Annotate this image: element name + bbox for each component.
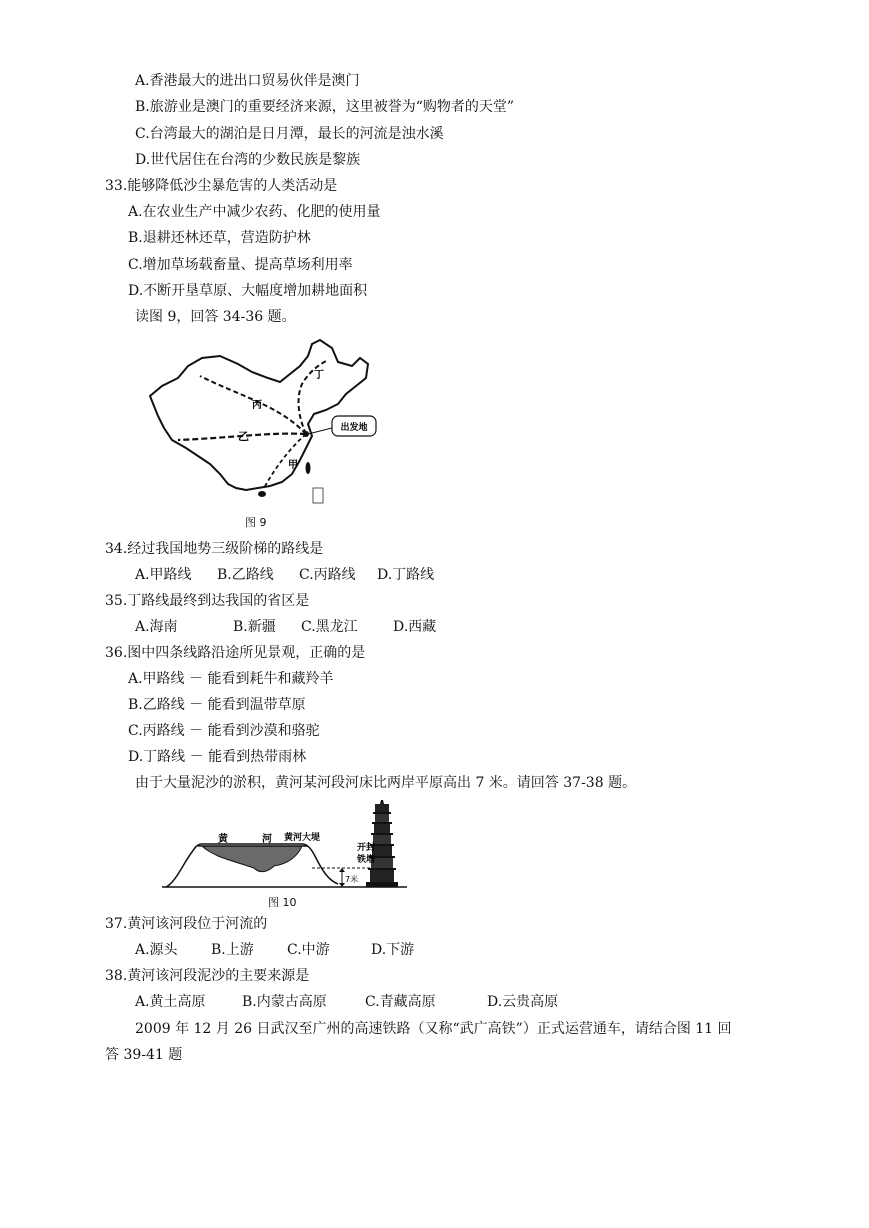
route-label-ding: 丁 xyxy=(314,370,324,381)
q34-option-c: C.丙路线 xyxy=(299,567,356,583)
q34-stem: 34.经过我国地势三级阶梯的路线是 xyxy=(105,541,324,557)
q38-option-c: C.青藏高原 xyxy=(365,994,436,1010)
intro-37-38: 由于大量泥沙的淤积，黄河某河段河床比两岸平原高出 7 米。请回答 37-38 题。 xyxy=(135,775,637,791)
intro-34-36: 读图 9，回答 34-36 题。 xyxy=(135,309,296,325)
q35-stem: 35.丁路线最终到达我国的省区是 xyxy=(105,593,310,609)
q38-option-d: D.云贵高原 xyxy=(487,994,559,1010)
q37-options xyxy=(135,941,414,959)
q37-option-c: C.中游 xyxy=(287,942,330,958)
label-dike: 黄河大堤 xyxy=(284,833,321,843)
figure-9-map xyxy=(140,336,380,511)
intro-39-41-line1: 2009 年 12 月 26 日武汉至广州的高速铁路（又称“武广高铁”）正式运营通车，请结合图 11 回 xyxy=(135,1021,732,1037)
figure-9-caption: 图 9 xyxy=(245,516,267,529)
hainan-island xyxy=(258,491,266,497)
route-label-jia: 甲 xyxy=(288,460,298,471)
q33-option-c: C.增加草场载畜量、提高草场利用率 xyxy=(128,257,353,273)
start-label: 出发地 xyxy=(340,423,368,433)
river-water xyxy=(202,846,302,872)
figure-10-cross-section xyxy=(162,800,407,892)
figure-10-caption: 图 10 xyxy=(268,896,297,909)
route-label-bing: 丙 xyxy=(252,400,262,411)
q36-option-a: A.甲路线 － 能看到耗牛和藏羚羊 xyxy=(128,671,334,687)
q32-option-b: B.旅游业是澳门的重要经济来源，这里被誉为“购物者的天堂” xyxy=(135,99,515,115)
q32-option-a: A.香港最大的进出口贸易伙伴是澳门 xyxy=(135,73,360,89)
intro-39-41-line2: 答 39-41 题 xyxy=(105,1047,183,1063)
q35-option-d: D.西藏 xyxy=(393,619,437,635)
q37-option-d: D.下游 xyxy=(371,942,415,958)
q35-option-a: A.海南 xyxy=(135,619,178,635)
q38-options xyxy=(135,993,558,1011)
label-tower: 铁塔 xyxy=(357,855,376,865)
q36-stem: 36.图中四条线路沿途所见景观，正确的是 xyxy=(105,645,366,661)
q37-option-b: B.上游 xyxy=(211,942,254,958)
q37-stem: 37.黄河该河段位于河流的 xyxy=(105,916,268,932)
q34-option-d: D.丁路线 xyxy=(377,567,435,583)
taiwan-island xyxy=(306,462,311,474)
label-7m: 7米 xyxy=(345,875,359,884)
q38-stem: 38.黄河该河段泥沙的主要来源是 xyxy=(105,968,310,984)
q34-options xyxy=(135,566,434,584)
q34-option-b: B.乙路线 xyxy=(217,567,274,583)
inset-box xyxy=(313,488,323,503)
label-huang: 黄 xyxy=(218,834,228,845)
start-callout-pointer xyxy=(308,428,332,434)
label-kaifeng: 开封 xyxy=(357,843,376,853)
china-outline xyxy=(150,340,368,490)
q35-option-b: B.新疆 xyxy=(233,619,276,635)
q33-stem: 33.能够降低沙尘暴危害的人类活动是 xyxy=(105,178,338,194)
q33-option-d: D.不断开垦草原、大幅度增加耕地面积 xyxy=(128,283,368,299)
q33-option-a: A.在农业生产中减少农药、化肥的使用量 xyxy=(128,204,381,220)
q36-option-c: C.丙路线 － 能看到沙漠和骆驼 xyxy=(128,723,320,739)
q32-option-d: D.世代居住在台湾的少数民族是黎族 xyxy=(135,152,361,168)
q38-option-b: B.内蒙古高原 xyxy=(242,994,327,1010)
route-label-yi: 乙 xyxy=(238,430,249,443)
q36-option-b: B.乙路线 － 能看到温带草原 xyxy=(128,697,306,713)
q32-option-c: C.台湾最大的湖泊是日月潭，最长的河流是浊水溪 xyxy=(135,126,444,142)
q38-option-a: A.黄土高原 xyxy=(135,994,206,1010)
q35-option-c: C.黑龙江 xyxy=(301,619,358,635)
q34-option-a: A.甲路线 xyxy=(135,567,192,583)
label-he: 河 xyxy=(262,834,272,845)
q37-option-a: A.源头 xyxy=(135,942,178,958)
q35-options xyxy=(135,618,436,636)
q33-option-b: B.退耕还林还草，营造防护林 xyxy=(128,230,311,246)
q36-option-d: D.丁路线 － 能看到热带雨林 xyxy=(128,749,307,765)
